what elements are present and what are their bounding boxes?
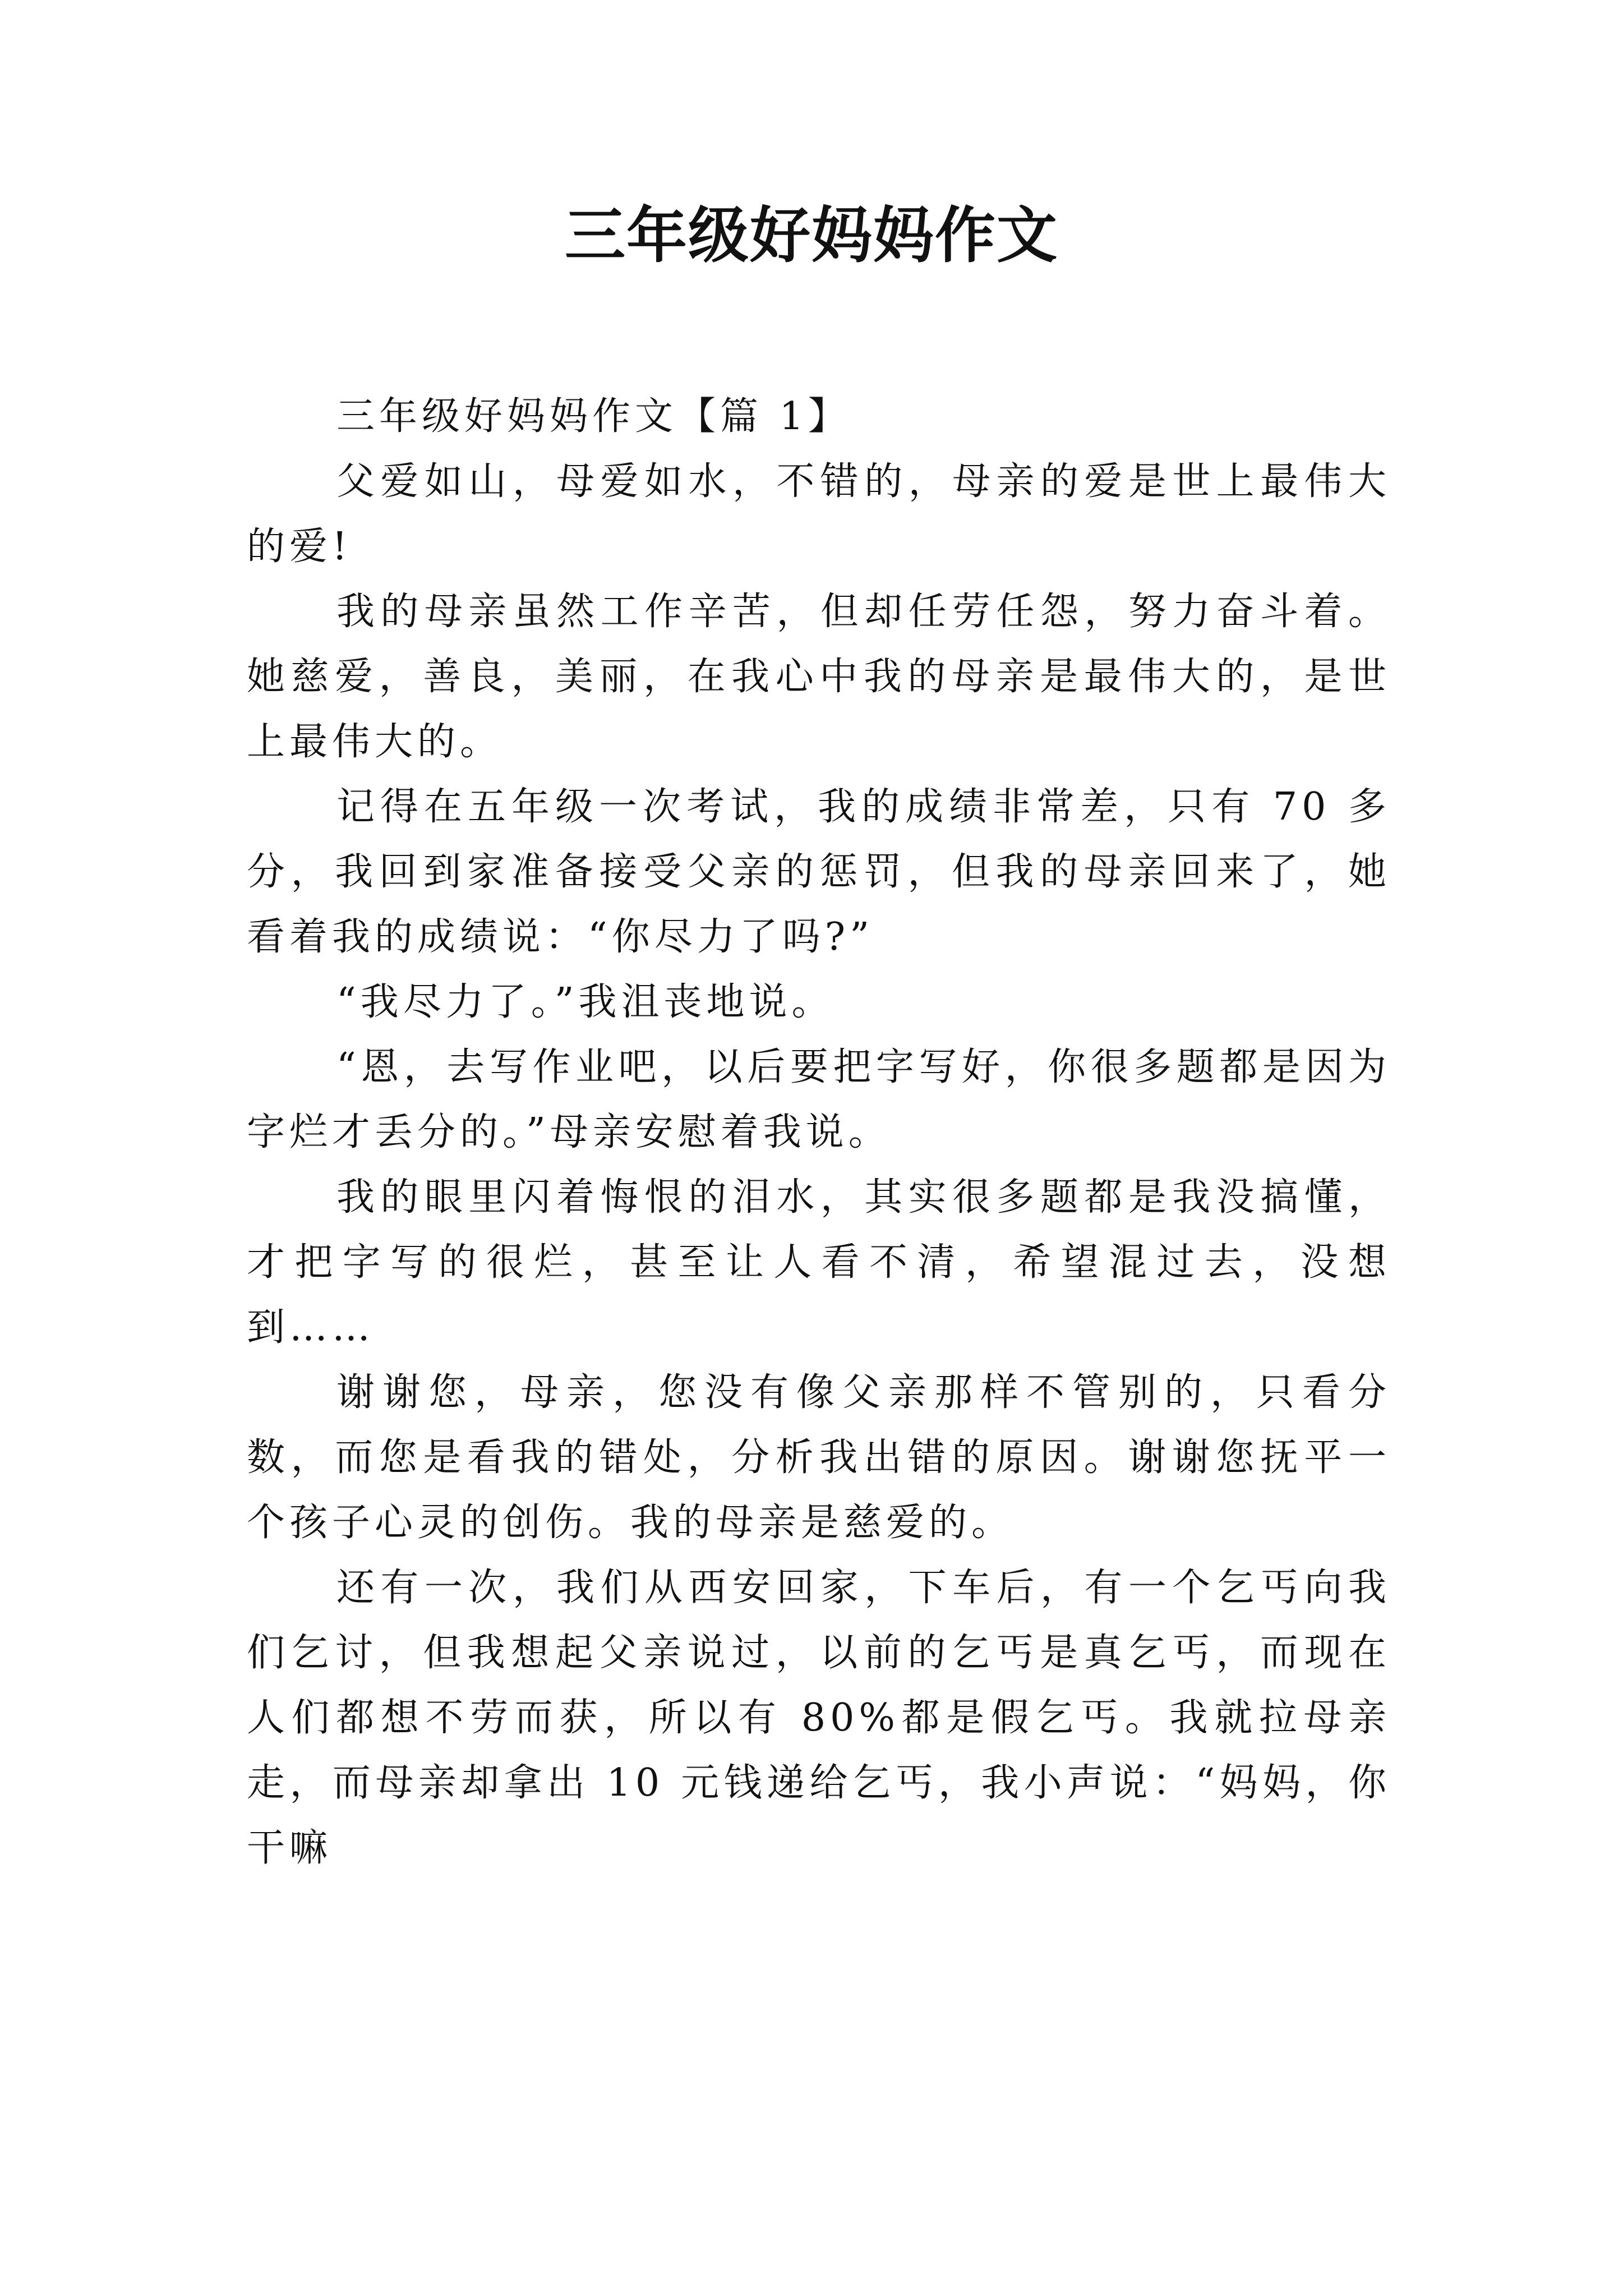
- paragraph: 父爱如山，母爱如水，不错的，母亲的爱是世上最伟大的爱!: [247, 459, 1391, 569]
- paragraph: 谢谢您，母亲，您没有像父亲那样不管别的，只看分数，而您是看我的错处，分析我出错的原因。谢谢您抚平一个孩子心灵的创伤。我的母亲是慈爱的。: [247, 1370, 1391, 1545]
- paragraph: 我的眼里闪着悔恨的泪水，其实很多题都是我没搞懂，才把字写的很烂，甚至让人看不清，希望混过去，没想到……: [247, 1175, 1391, 1350]
- section-heading: 三年级好妈妈作文【篇 1】: [336, 394, 851, 439]
- document-title: 三年级好妈妈作文: [564, 200, 1058, 271]
- paragraph: 记得在五年级一次考试，我的成绩非常差，只有 70 多分，我回到家准备接受父亲的惩罚，但我的母亲回来了，她看着我的成绩说：“你尽力了吗?”: [247, 785, 1391, 959]
- paragraph: 我的母亲虽然工作辛苦，但却任劳任怨，努力奋斗着。她慈爱，善良，美丽，在我心中我的母亲是最伟大的，是世上最伟大的。: [247, 590, 1391, 764]
- paragraph: “恩，去写作业吧，以后要把字写好，你很多题都是因为字烂才丢分的。”母亲安慰着我说。: [247, 1045, 1391, 1154]
- paragraph: “我尽力了。”我沮丧地说。: [336, 980, 834, 1024]
- document-body: [247, 384, 1391, 1881]
- paragraph: 还有一次，我们从西安回家，下车后，有一个乞丐向我们乞讨，但我想起父亲说过，以前的乞丐是真乞丐，而现在人们都想不劳而获，所以有 80%都是假乞丐。我就拉母亲走，而母亲却拿出 10 元钱递给乞丐，我小声说：“妈妈，你干嘛: [247, 1566, 1391, 1870]
